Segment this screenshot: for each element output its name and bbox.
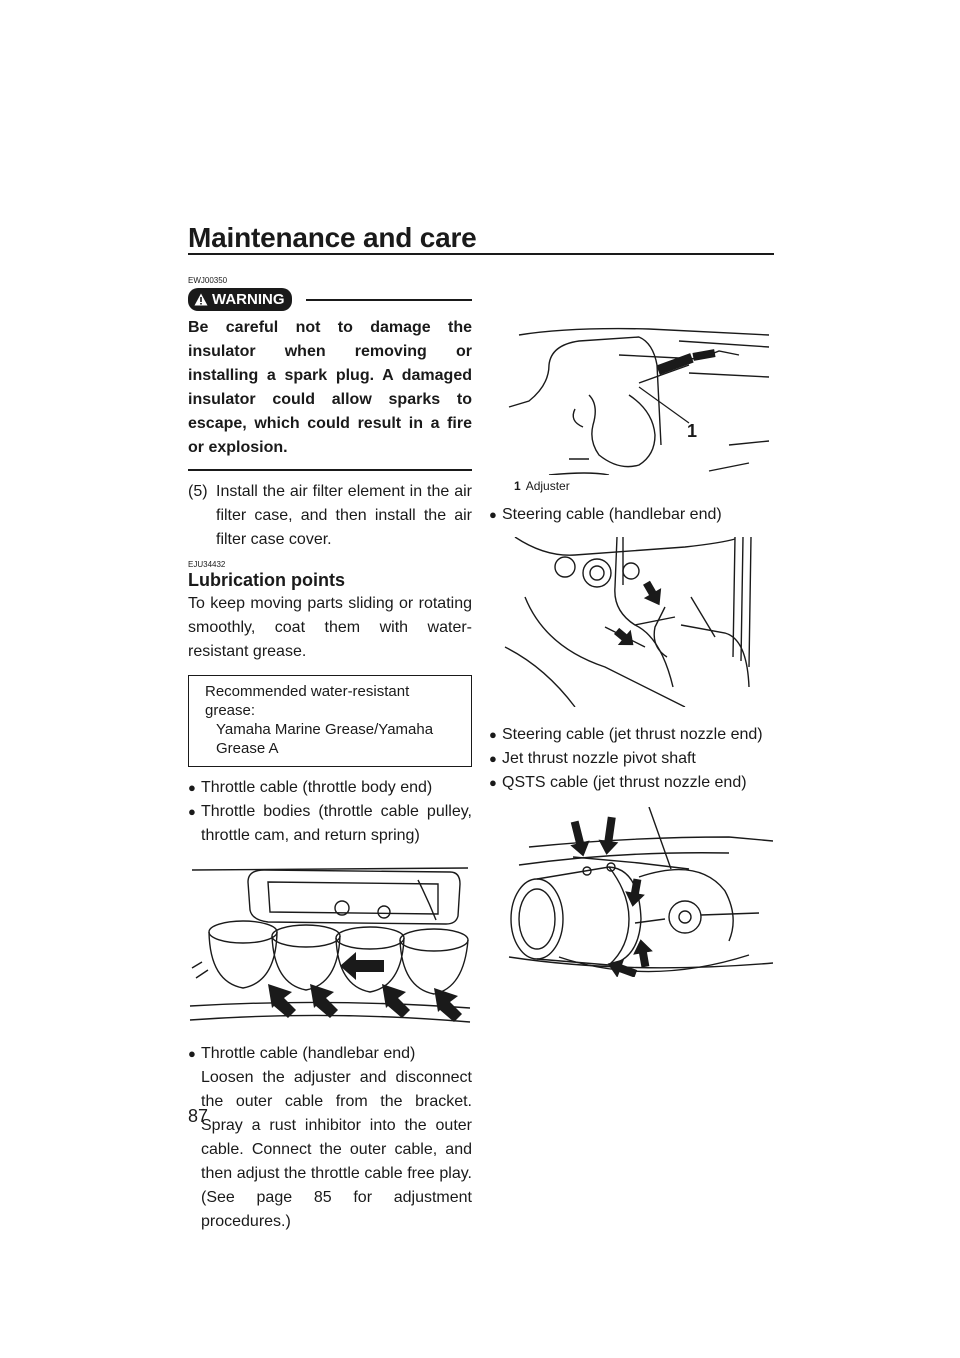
warning-code: EWJ00350 <box>188 276 228 285</box>
caption-text: Adjuster <box>525 479 570 493</box>
section-intro: To keep moving parts sliding or rotating smoothly, coat them with water-resistant grease. <box>188 595 472 660</box>
list-item <box>188 800 472 848</box>
bullet-icon: ● <box>489 775 497 790</box>
bullet-icon: ● <box>489 727 497 742</box>
figure-caption <box>514 479 773 493</box>
warning-badge-label: WARNING <box>212 291 285 308</box>
list-item <box>188 1042 472 1066</box>
list-item-text: Throttle bodies (throttle cable pulley, throttle cam, and return spring) <box>201 803 472 844</box>
bullet-icon: ● <box>188 804 196 819</box>
step-number: (5) <box>188 483 208 500</box>
jet-thrust-nozzle-illustration <box>489 807 773 977</box>
page-header-title: Maintenance and care <box>188 222 477 253</box>
list-item-text: Steering cable (jet thrust nozzle end) <box>502 726 763 743</box>
bullet-icon: ● <box>489 751 497 766</box>
section-code: EJU34432 <box>188 560 226 569</box>
step-5 <box>188 480 472 552</box>
list-item <box>489 723 773 747</box>
list-item <box>188 776 472 800</box>
step-text: Install the air filter element in the air filter case, and then install the air filter case cover. <box>216 483 472 548</box>
list-item <box>489 503 773 527</box>
list-item-text: Throttle cable (handlebar end) <box>201 1045 416 1062</box>
arrow-icon <box>610 578 668 653</box>
list-item <box>489 747 773 771</box>
warning-triangle-icon <box>194 293 208 306</box>
bullet-icon: ● <box>188 780 196 795</box>
right-column <box>489 270 773 977</box>
section-title: Lubrication points <box>188 570 345 590</box>
arrow-icon <box>565 816 655 977</box>
steering-cable-handlebar-illustration <box>485 537 769 707</box>
bullet-icon: ● <box>188 1046 196 1061</box>
left-column <box>188 276 472 1234</box>
list-item-text: Throttle cable (throttle body end) <box>201 779 433 796</box>
recommended-grease-box <box>188 675 472 767</box>
list-item-text: QSTS cable (jet thrust nozzle end) <box>502 774 747 791</box>
warning-badge <box>188 288 292 311</box>
warning-text: Be careful not to damage the insulator when removing or installing a spark plug. A damaged insulator could allow sparks to escape, which could result in a fire or explosion. <box>188 319 472 456</box>
throttle-cable-handlebar-illustration <box>489 325 773 475</box>
page-number: 87 <box>188 1106 209 1126</box>
throttle-cable-instructions: Loosen the adjuster and disconnect the outer cable from the bracket. Spray a rust inhibitor into the outer cable. Connect the outer cable, and then adjust the throttle cable free play. (See page 85 for adjustment procedures.) <box>201 1069 472 1230</box>
list-item-text: Jet thrust nozzle pivot shaft <box>502 750 696 767</box>
figure-callout-1: 1 <box>687 421 698 441</box>
spec-value: Yamaha Marine Grease/Yamaha Grease A <box>216 721 434 757</box>
spec-label: Recommended water-resistant grease: <box>205 683 410 719</box>
bullet-icon: ● <box>489 507 497 522</box>
warning-header <box>188 288 472 311</box>
throttle-bodies-illustration <box>188 860 472 1030</box>
warning-divider <box>306 299 473 301</box>
warning-bottom-rule <box>188 469 472 471</box>
header-rule <box>188 253 774 255</box>
list-item-text: Steering cable (handlebar end) <box>502 506 722 523</box>
list-item <box>489 771 773 795</box>
caption-number: 1 <box>514 479 521 493</box>
